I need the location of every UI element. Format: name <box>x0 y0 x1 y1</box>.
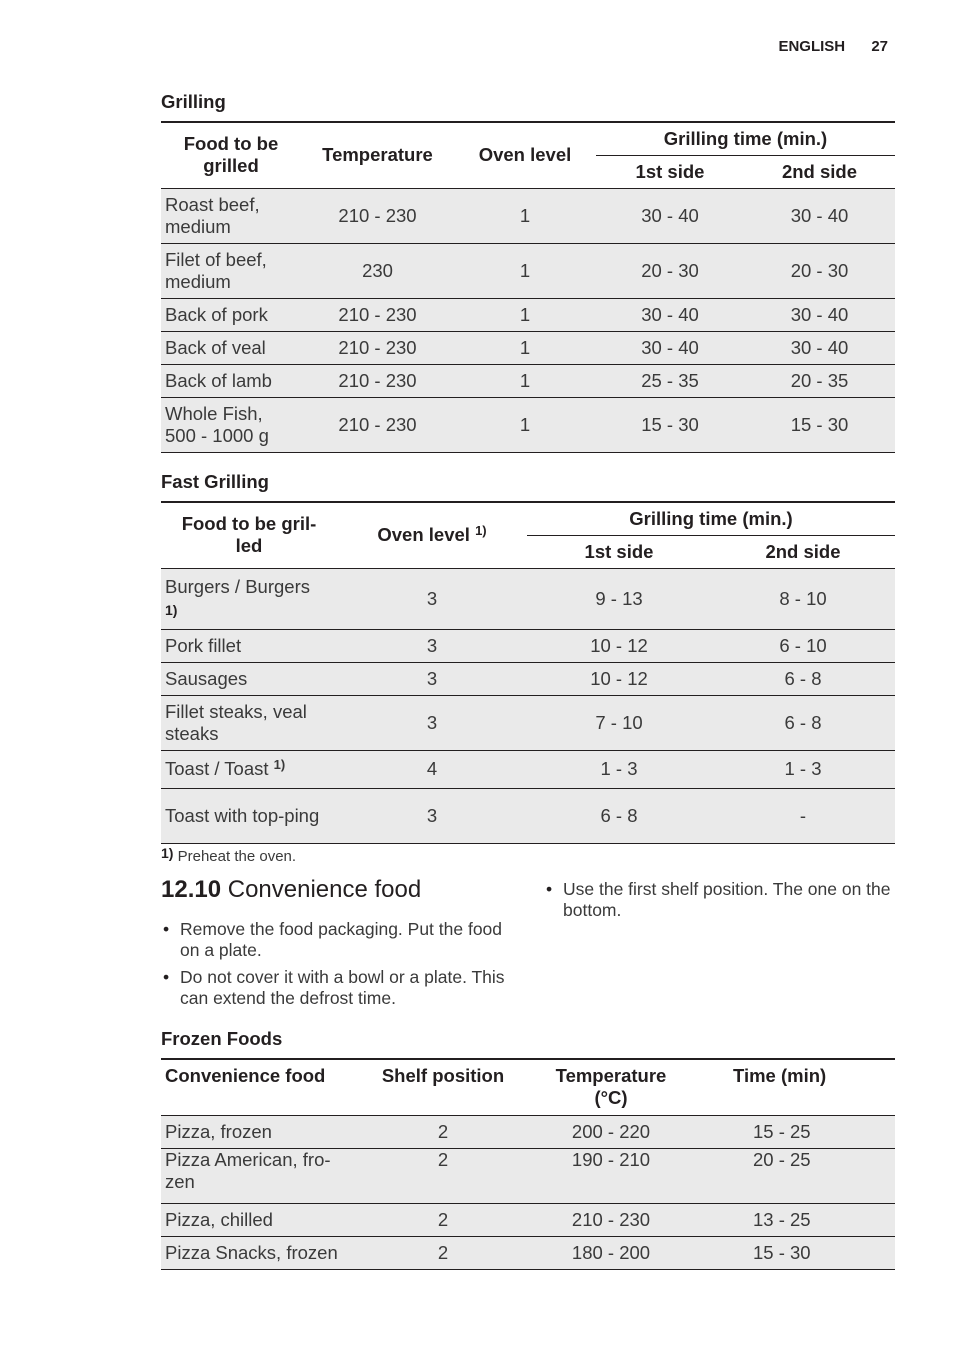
fast-header-side1: 1st side <box>527 535 711 568</box>
table-row <box>161 331 895 364</box>
level-cell: 1 <box>519 259 531 281</box>
side1-cell: 10 - 12 <box>590 667 648 689</box>
level-cell: 1 <box>519 413 531 435</box>
table-row <box>161 695 895 750</box>
side2-cell: - <box>799 804 807 826</box>
fast-header-side2: 2nd side <box>711 535 895 568</box>
fast-header-oven-level <box>337 502 527 568</box>
table-row <box>161 364 895 397</box>
grilling-header-side2: 2nd side <box>744 155 895 188</box>
frozen-foods-title: Frozen Foods <box>161 1028 283 1049</box>
food-cell: Back of lamb <box>165 369 272 391</box>
temperature-cell: 210 - 230 <box>338 303 417 325</box>
temperature-cell: 200 - 220 <box>571 1120 651 1142</box>
side1-cell: 15 - 30 <box>641 413 699 435</box>
level-cell: 1 <box>519 303 531 325</box>
temperature-cell: 210 - 230 <box>338 413 417 435</box>
side2-cell: 1 - 3 <box>784 758 822 779</box>
side2-cell: 6 - 10 <box>779 634 827 656</box>
food-name: Toast / Toast <box>165 758 269 779</box>
food-cell: Back of pork <box>165 303 268 325</box>
grilling-table <box>161 121 895 453</box>
side1-cell: 6 - 8 <box>600 804 638 826</box>
footnote <box>161 845 297 865</box>
table-row <box>161 397 895 452</box>
grilling-header-food: Food to be grilled <box>161 122 301 188</box>
side2-cell: 8 - 10 <box>779 587 827 609</box>
temperature-cell: 210 - 230 <box>338 336 417 358</box>
food-cell: Roast beef, medium <box>165 193 260 237</box>
side2-cell: 6 - 8 <box>784 711 822 733</box>
food-cell: Whole Fish, 500 - 1000 g <box>165 402 269 446</box>
time-cell: 15 - 30 <box>753 1241 811 1263</box>
side2-cell: 20 - 30 <box>790 259 849 281</box>
side1-cell: 7 - 10 <box>595 711 643 733</box>
table-row <box>161 1203 895 1236</box>
fast-header-oven-level-text: Oven level <box>377 524 470 546</box>
language-label: ENGLISH <box>778 38 846 55</box>
side2-cell: 30 - 40 <box>790 336 849 358</box>
temperature-cell: 230 <box>362 259 393 281</box>
grilling-title: Grilling <box>161 91 226 112</box>
page-header <box>778 38 888 55</box>
level-cell: 3 <box>426 667 438 689</box>
section-number: 12.10 <box>161 876 222 903</box>
food-name: Burgers / Burgers <box>165 576 310 597</box>
table-row <box>161 568 895 629</box>
side1-cell: 30 - 40 <box>641 336 699 358</box>
food-cell: Filet of beef, medium <box>165 248 267 292</box>
temperature-cell: 210 - 230 <box>338 369 417 391</box>
temperature-cell: 180 - 200 <box>571 1241 651 1263</box>
food-cell: Pizza Snacks, frozen <box>165 1241 338 1263</box>
food-cell: Toast with top-ping <box>165 804 320 826</box>
table-row <box>161 1115 895 1148</box>
side1-cell: 30 - 40 <box>641 303 699 325</box>
level-cell: 3 <box>426 804 438 826</box>
level-cell: 1 <box>519 369 531 391</box>
grilling-header-time: Grilling time (min.) <box>596 122 895 155</box>
level-cell: 3 <box>426 711 438 733</box>
side1-cell: 25 - 35 <box>641 369 699 391</box>
list-item: • Do not cover it with a bowl or a plate. This can extend the defrost time. <box>161 967 511 1009</box>
table-row <box>161 788 895 843</box>
list-item: • Remove the food packaging. Put the food on a plate. <box>161 919 511 961</box>
shelf-cell: 2 <box>437 1208 449 1230</box>
time-cell: 13 - 25 <box>753 1208 811 1230</box>
side1-cell: 9 - 13 <box>595 587 643 609</box>
table-row <box>161 188 895 243</box>
level-cell: 4 <box>426 758 438 779</box>
level-cell: 3 <box>426 634 438 656</box>
list-item: • Use the first shelf position. The one on the bottom. <box>544 879 900 921</box>
temperature-cell: 190 - 210 <box>571 1148 651 1170</box>
side1-cell: 20 - 30 <box>641 259 699 281</box>
table-row <box>161 662 895 695</box>
table-row <box>161 298 895 331</box>
grilling-header-oven-level: Oven level <box>454 122 596 188</box>
section-title: Convenience food <box>227 876 422 903</box>
frozen-header-time: Time (min) <box>693 1059 895 1115</box>
shelf-cell: 2 <box>437 1120 449 1142</box>
frozen-foods-table <box>161 1058 895 1270</box>
side2-cell: 15 - 30 <box>790 413 849 435</box>
food-cell <box>161 568 337 629</box>
time-cell: 15 - 25 <box>753 1120 811 1142</box>
footnote-ref: 1) <box>475 523 487 539</box>
grilling-header-temperature: Temperature <box>301 122 454 188</box>
frozen-header-temperature: Temperature (°C) <box>529 1059 693 1115</box>
section-heading <box>161 876 421 904</box>
table-row <box>161 629 895 662</box>
side2-cell: 30 - 40 <box>790 303 849 325</box>
footnote-ref: 1) <box>273 757 286 772</box>
food-cell <box>161 750 337 788</box>
time-cell: 20 - 25 <box>753 1148 811 1170</box>
temperature-cell: 210 - 230 <box>571 1208 651 1230</box>
footnote-ref: 1) <box>165 602 178 618</box>
food-cell: Pork fillet <box>165 634 242 656</box>
fast-grilling-title: Fast Grilling <box>161 471 269 492</box>
food-cell: Pizza, chilled <box>165 1208 273 1230</box>
level-cell: 1 <box>519 336 531 358</box>
frozen-header-food: Convenience food <box>161 1059 357 1115</box>
page-number: 27 <box>871 38 888 55</box>
table-row <box>161 1148 895 1203</box>
grilling-header-side1: 1st side <box>596 155 744 188</box>
table-row <box>161 1236 895 1269</box>
food-cell: Pizza, frozen <box>165 1120 272 1142</box>
side1-cell: 30 - 40 <box>641 204 699 226</box>
footnote-text: Preheat the oven. <box>177 848 297 865</box>
frozen-header-shelf: Shelf position <box>357 1059 529 1115</box>
level-cell: 1 <box>519 204 531 226</box>
side1-cell: 1 - 3 <box>600 758 638 779</box>
side2-cell: 6 - 8 <box>784 667 822 689</box>
footnote-mark: 1) <box>161 845 174 861</box>
food-cell: Sausages <box>165 667 248 689</box>
food-cell: Pizza American, fro-zen <box>165 1148 331 1192</box>
right-bullet-list <box>544 879 900 927</box>
fast-grilling-table <box>161 501 895 844</box>
food-cell: Fillet steaks, veal steaks <box>165 700 307 744</box>
food-cell: Back of veal <box>165 336 266 358</box>
temperature-cell: 210 - 230 <box>338 204 417 226</box>
side1-cell: 10 - 12 <box>590 634 648 656</box>
side2-cell: 30 - 40 <box>790 204 849 226</box>
table-row <box>161 243 895 298</box>
level-cell: 3 <box>426 587 438 609</box>
side2-cell: 20 - 35 <box>790 369 849 391</box>
left-bullet-list <box>161 919 511 1015</box>
fast-header-food: Food to be gril-led <box>161 502 337 568</box>
shelf-cell: 2 <box>437 1241 449 1263</box>
shelf-cell: 2 <box>437 1148 449 1170</box>
fast-header-time: Grilling time (min.) <box>527 502 895 535</box>
table-row <box>161 750 895 788</box>
